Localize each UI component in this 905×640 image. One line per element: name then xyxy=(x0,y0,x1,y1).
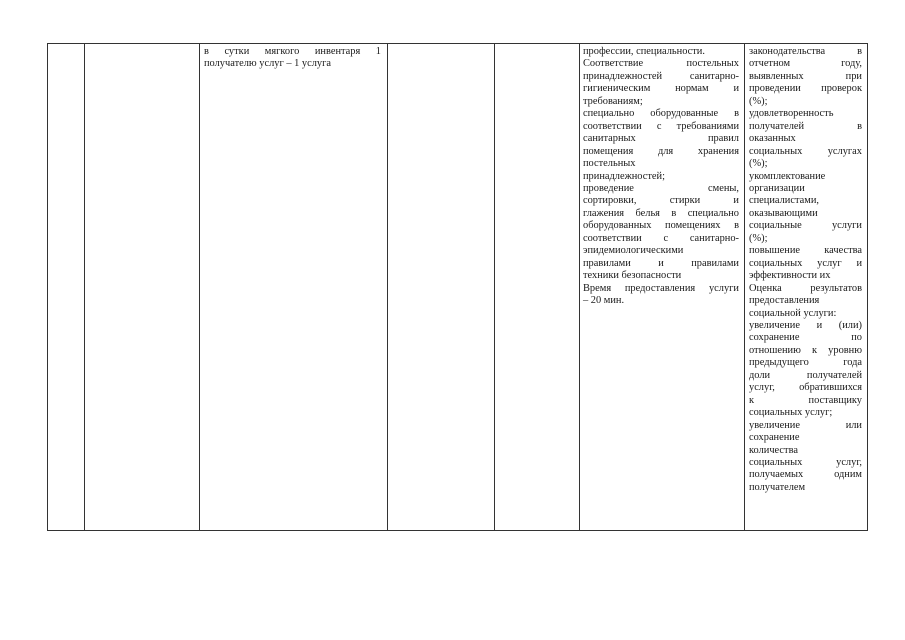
text-line: требованиям; xyxy=(583,95,643,107)
word: повышение xyxy=(749,245,800,257)
text-line xyxy=(749,420,862,432)
word: проведение xyxy=(583,182,634,194)
text-line: количества xyxy=(749,444,798,456)
word: предыдущего xyxy=(749,357,809,369)
word: увеличение xyxy=(749,319,800,331)
text-line: получателем xyxy=(749,481,806,493)
text-line xyxy=(583,108,739,120)
word: социальных xyxy=(749,145,803,157)
word: смены, xyxy=(708,182,739,194)
word: санитарно- xyxy=(689,70,739,82)
text-line: предоставления xyxy=(749,295,820,307)
word: доли xyxy=(749,369,771,381)
text-line xyxy=(204,46,381,58)
word: к xyxy=(811,344,818,356)
text-line xyxy=(583,220,739,232)
word: получателей xyxy=(749,120,805,132)
word: 1 xyxy=(375,46,381,57)
word: и xyxy=(658,257,664,269)
text-line xyxy=(583,146,739,158)
text-line xyxy=(583,258,739,270)
text-line xyxy=(749,46,862,58)
word: в xyxy=(734,220,739,232)
text-line xyxy=(749,395,862,407)
text-line xyxy=(749,357,862,369)
text-line xyxy=(583,71,739,83)
table-cell-service-volume xyxy=(199,44,387,530)
text-line: социальной услуги: xyxy=(749,307,837,319)
text-line: эпидемиологическими xyxy=(583,245,684,257)
text-line: укомплектование xyxy=(749,170,826,182)
word: году, xyxy=(841,58,862,70)
word: правилами xyxy=(691,257,739,269)
word: при xyxy=(845,70,862,82)
table-cell-conditions xyxy=(579,44,744,530)
cell-text xyxy=(204,46,381,71)
word: проведении xyxy=(749,83,801,95)
word: для xyxy=(657,145,674,157)
text-line xyxy=(583,121,739,133)
text-line xyxy=(583,208,739,220)
word: гигиеническим xyxy=(583,83,651,95)
word: санитарно- xyxy=(689,232,739,244)
word: по xyxy=(851,332,862,344)
text-line: (%); xyxy=(749,232,768,244)
text-line xyxy=(749,469,862,481)
word: сутки xyxy=(224,46,250,57)
text-line xyxy=(749,245,862,257)
text-line: организации xyxy=(749,182,805,194)
word: инвентаря xyxy=(314,46,361,57)
word: увеличение xyxy=(749,419,800,431)
text-line xyxy=(749,320,862,332)
word: к xyxy=(749,394,755,406)
text-line: (%); xyxy=(749,95,768,107)
word: законодательства xyxy=(749,46,826,57)
text-line xyxy=(583,195,739,207)
table-cell-number xyxy=(47,44,84,530)
word: хранения xyxy=(697,145,739,157)
text-line xyxy=(749,58,862,70)
text-line: получателю услуг – 1 услуга xyxy=(204,58,331,70)
word: в xyxy=(671,207,677,219)
text-line xyxy=(749,121,862,133)
text-line: удовлетворенность xyxy=(749,108,834,120)
text-line xyxy=(749,457,862,469)
text-line xyxy=(749,146,862,158)
word: выявленных xyxy=(749,70,804,82)
word: получаемых xyxy=(749,469,804,481)
text-line: социальных услуг; xyxy=(749,407,833,419)
word: одним xyxy=(834,469,862,481)
table-cell-provider xyxy=(494,44,579,530)
word: социальных xyxy=(749,257,803,269)
word: стирки xyxy=(669,195,701,207)
text-line: принадлежностей; xyxy=(583,170,665,182)
text-line xyxy=(749,345,862,357)
services-table xyxy=(47,43,868,531)
word: помещения xyxy=(583,145,634,157)
text-line: специалистами, xyxy=(749,195,819,207)
word: и xyxy=(856,257,862,269)
text-line: – 20 мин. xyxy=(583,295,625,307)
word: и xyxy=(733,83,739,95)
word: с xyxy=(656,120,662,132)
word: оборудованные xyxy=(650,108,719,120)
word: санитарных xyxy=(583,133,636,145)
word: результатов xyxy=(810,282,862,294)
word: (или) xyxy=(838,319,862,331)
word: в xyxy=(204,46,209,57)
word: предоставления xyxy=(624,282,696,294)
table-cell-quality-indicators xyxy=(744,44,868,530)
text-line xyxy=(749,220,862,232)
word: Время xyxy=(583,282,612,294)
word: правилами xyxy=(583,257,631,269)
word: и xyxy=(733,195,739,207)
word: в xyxy=(734,108,739,120)
word: с xyxy=(663,232,669,244)
word: услуг xyxy=(817,257,842,269)
cell-text xyxy=(749,46,862,494)
word: сортировки, xyxy=(583,195,637,207)
text-line xyxy=(749,71,862,83)
text-line: (%); xyxy=(749,158,768,170)
text-line xyxy=(583,183,739,195)
word: обратившихся xyxy=(799,382,862,394)
word: услуги xyxy=(831,220,862,232)
word: услуг, xyxy=(836,456,862,468)
word: года xyxy=(843,357,862,369)
word: отношению xyxy=(749,344,801,356)
word: сохранение xyxy=(749,332,800,344)
word: требованиями xyxy=(676,120,739,132)
word: помещениях xyxy=(665,220,721,232)
word: уровню xyxy=(828,344,862,356)
word: услуг, xyxy=(749,382,775,394)
cell-text xyxy=(583,46,739,308)
word: качества xyxy=(824,245,862,257)
text-line xyxy=(749,332,862,344)
text-line xyxy=(583,133,739,145)
word: соответствии xyxy=(583,232,642,244)
word: в xyxy=(857,46,862,57)
text-line xyxy=(583,233,739,245)
word: специально xyxy=(687,207,739,219)
word: или xyxy=(845,419,862,431)
word: принадлежностей xyxy=(583,70,663,82)
text-line xyxy=(749,382,862,394)
word: специально xyxy=(583,108,635,120)
text-line: оказывающими xyxy=(749,207,818,219)
word: в xyxy=(857,120,862,132)
word: правил xyxy=(707,133,739,145)
word: социальных xyxy=(749,456,803,468)
table-cell-service-name xyxy=(84,44,199,530)
table-cell-term xyxy=(387,44,494,530)
text-line: сохранение xyxy=(749,432,800,444)
text-line: постельных xyxy=(583,158,636,170)
text-line: профессии, специальности. xyxy=(583,46,705,57)
word: и xyxy=(816,319,823,331)
text-line xyxy=(749,83,862,95)
text-line xyxy=(583,58,739,70)
word: глажения xyxy=(583,207,625,219)
word: отчетном xyxy=(749,58,791,70)
word: нормам xyxy=(675,83,709,95)
word: услугах xyxy=(827,145,862,157)
text-line xyxy=(749,370,862,382)
word: Оценка xyxy=(749,282,782,294)
text-line: техники безопасности xyxy=(583,270,682,282)
word: белья xyxy=(635,207,660,219)
text-line xyxy=(749,283,862,295)
text-line: оказанных xyxy=(749,133,796,145)
word: соответствии xyxy=(583,120,642,132)
word: Соответствие xyxy=(583,58,644,70)
word: услуги xyxy=(708,282,739,294)
word: оборудованных xyxy=(583,220,652,232)
word: социальные xyxy=(749,220,802,232)
text-line xyxy=(583,283,739,295)
word: поставщику xyxy=(808,394,862,406)
word: проверок xyxy=(821,83,862,95)
text-line xyxy=(583,83,739,95)
word: получателей xyxy=(806,369,862,381)
word: постельных xyxy=(686,58,739,70)
word: мягкого xyxy=(264,46,300,57)
text-line xyxy=(749,258,862,270)
text-line: эффективности их xyxy=(749,270,831,282)
